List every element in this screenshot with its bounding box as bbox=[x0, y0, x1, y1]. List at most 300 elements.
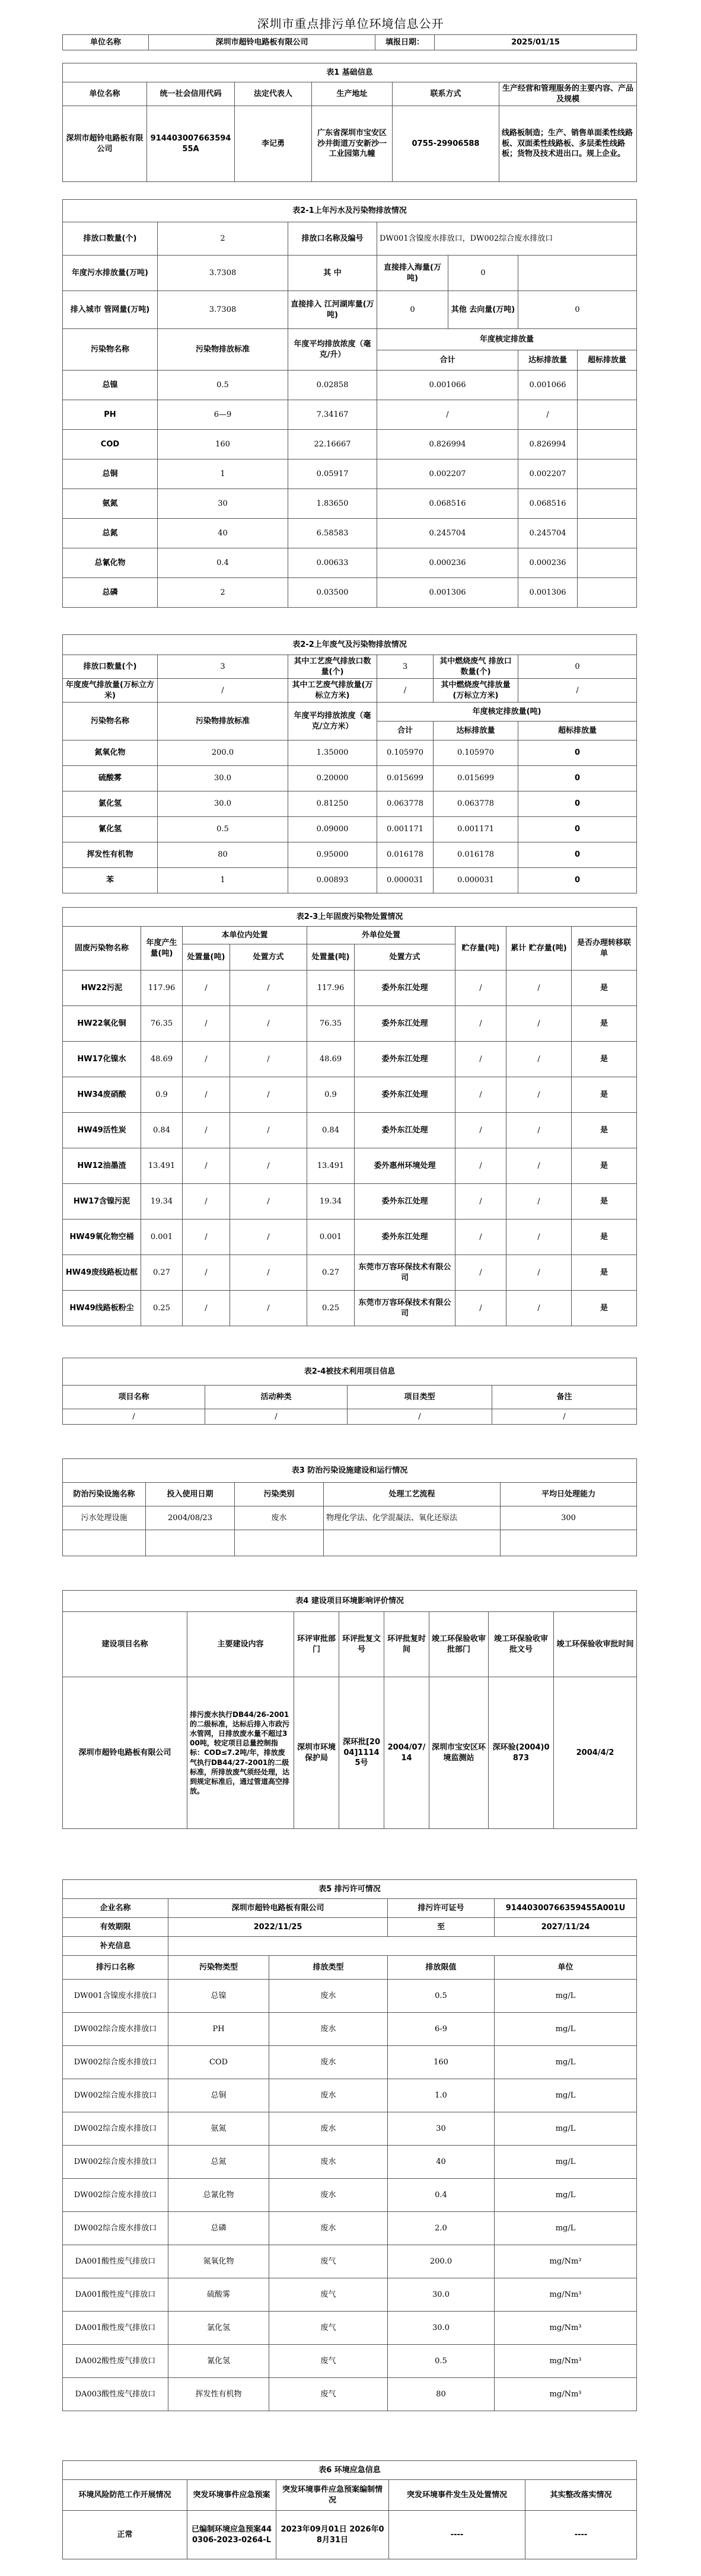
gas-cell: 苯 bbox=[63, 868, 158, 893]
reuse-header: 备注 bbox=[492, 1386, 637, 1409]
waste-caption: 表2-3上年固废污染物处置情况 bbox=[63, 908, 637, 927]
emergency-cell: 正常 bbox=[63, 2511, 187, 2559]
water-label: 排放口名称及编号 bbox=[288, 222, 377, 256]
permit-header: 排放类型 bbox=[269, 1956, 388, 1980]
water-cell: 6.58583 bbox=[288, 519, 377, 548]
permit-cell: mg/L bbox=[495, 2046, 637, 2079]
eia-caption: 表4 建设项目环境影响评价情况 bbox=[63, 1591, 637, 1612]
waste-cell: / bbox=[455, 1184, 506, 1220]
waste-cell: 是 bbox=[572, 1255, 637, 1291]
eia-header: 环评批复时间 bbox=[384, 1612, 429, 1677]
facility-cell bbox=[146, 1530, 235, 1556]
waste-cell: 是 bbox=[572, 1006, 637, 1042]
water-cell bbox=[578, 430, 637, 459]
solid-waste-table bbox=[62, 907, 637, 1326]
waste-cell: 117.96 bbox=[307, 971, 355, 1006]
permit-cell: 200.0 bbox=[388, 2245, 495, 2278]
water-cell: 7.34167 bbox=[288, 400, 377, 430]
water-value bbox=[518, 256, 637, 291]
waste-row bbox=[63, 1077, 637, 1113]
permit-row bbox=[63, 2312, 637, 2345]
water-cell bbox=[578, 371, 637, 400]
waste-row bbox=[63, 971, 637, 1006]
gas-row bbox=[63, 868, 637, 893]
water-header: 污染物名称 bbox=[63, 329, 158, 371]
permit-cell: PH bbox=[168, 2013, 269, 2046]
waste-cell: / bbox=[230, 1291, 307, 1326]
emergency-cell: 已编制环境应急预案440306-2023-0264-L bbox=[187, 2511, 276, 2559]
waste-cell: 19.34 bbox=[307, 1184, 355, 1220]
permit-cell: 废气 bbox=[269, 2312, 388, 2345]
gas-cell: 0.063778 bbox=[377, 791, 434, 817]
basic-cell: 0755-29906588 bbox=[393, 106, 499, 182]
waste-cell: / bbox=[455, 971, 506, 1006]
gas-cell: 200.0 bbox=[158, 740, 288, 766]
water-label: 直接排入海量(万吨) bbox=[377, 256, 448, 291]
permit-row bbox=[63, 2378, 637, 2411]
emergency-caption: 表6 环境应急信息 bbox=[63, 2461, 637, 2480]
waste-header: 贮存量(吨) bbox=[455, 927, 506, 971]
facility-header: 防治污染设施名称 bbox=[63, 1483, 146, 1506]
waste-cell: HW34废硝酸 bbox=[63, 1077, 141, 1113]
water-cell: 0.002207 bbox=[377, 459, 518, 489]
water-cell: 总磷 bbox=[63, 578, 158, 608]
gas-cell: 0.000031 bbox=[434, 868, 518, 893]
water-row bbox=[63, 430, 637, 459]
gas-header: 污染物名称 bbox=[63, 703, 158, 740]
water-cell bbox=[578, 400, 637, 430]
permit-cell: mg/Nm³ bbox=[495, 2245, 637, 2278]
waste-cell: / bbox=[455, 1148, 506, 1184]
water-label: 其 中 bbox=[288, 256, 377, 291]
permit-cell: mg/Nm³ bbox=[495, 2312, 637, 2345]
water-cell: 总铜 bbox=[63, 459, 158, 489]
eia-header: 环评审批部门 bbox=[294, 1612, 339, 1677]
waste-header: 是否办理转移联单 bbox=[572, 927, 637, 971]
water-cell: 0.001306 bbox=[518, 578, 578, 608]
eia-cell: 2004/4/2 bbox=[554, 1677, 637, 1829]
reuse-header: 项目类型 bbox=[348, 1386, 492, 1409]
gas-cell: 0 bbox=[518, 766, 637, 791]
permit-value: 深圳市超铃电路板有限公司 bbox=[168, 1899, 388, 1918]
water-cell: 0.000236 bbox=[377, 548, 518, 578]
permit-cell: 废水 bbox=[269, 2046, 388, 2079]
gas-cell: 氮氧化物 bbox=[63, 740, 158, 766]
permit-cell: 废水 bbox=[269, 2179, 388, 2212]
water-value: 3.7308 bbox=[158, 256, 288, 291]
waste-header: 外单位处置 bbox=[307, 927, 455, 944]
water-cell: 总氮 bbox=[63, 519, 158, 548]
gas-cell: 1 bbox=[158, 868, 288, 893]
emergency-header: 突发环境事件应急预案 bbox=[187, 2480, 276, 2511]
waste-cell: 48.69 bbox=[307, 1042, 355, 1077]
waste-cell: / bbox=[455, 1255, 506, 1291]
gas-cell: 0 bbox=[518, 842, 637, 868]
water-row bbox=[63, 400, 637, 430]
basic-cell: 线路板制造；生产、销售单面柔性线路板、双面柔性线路板、多层柔性线路板；货物及技术进出口。规上企业。 bbox=[499, 106, 637, 182]
waste-row bbox=[63, 1148, 637, 1184]
gas-value: / bbox=[377, 679, 434, 703]
gas-cell: 80 bbox=[158, 842, 288, 868]
facility-cell: 物理化学法、化学混凝法、氧化还原法 bbox=[324, 1506, 501, 1530]
facility-cell bbox=[63, 1530, 146, 1556]
gas-value: / bbox=[158, 679, 288, 703]
waste-cell: 东莞市万容环保技术有限公司 bbox=[355, 1291, 455, 1326]
waste-cell: / bbox=[506, 1291, 572, 1326]
waste-header: 处置量(吨) bbox=[183, 944, 230, 971]
reuse-table bbox=[62, 1358, 637, 1425]
eia-header: 竣工环保验收审批时间 bbox=[554, 1612, 637, 1677]
permit-cell: DW002综合废水排放口 bbox=[63, 2112, 168, 2146]
facility-cell bbox=[324, 1530, 501, 1556]
waste-cell: 0.84 bbox=[141, 1113, 183, 1148]
water-cell: 0.068516 bbox=[518, 489, 578, 519]
waste-cell: 委外东江处理 bbox=[355, 1113, 455, 1148]
water-caption: 表2-1上年污水及污染物排放情况 bbox=[63, 200, 637, 222]
permit-cell: 氮氧化物 bbox=[168, 2245, 269, 2278]
waste-cell: 是 bbox=[572, 1184, 637, 1220]
water-cell: 0.001306 bbox=[377, 578, 518, 608]
water-cell bbox=[578, 519, 637, 548]
permit-cell: DW002综合废水排放口 bbox=[63, 2179, 168, 2212]
waste-row bbox=[63, 1255, 637, 1291]
gas-cell: 0.5 bbox=[158, 817, 288, 842]
permit-row bbox=[63, 2179, 637, 2212]
waste-cell: / bbox=[506, 1148, 572, 1184]
facility-cell: 污水处理设施 bbox=[63, 1506, 146, 1530]
permit-cell: 总磷 bbox=[168, 2212, 269, 2245]
eia-header: 建设项目名称 bbox=[63, 1612, 187, 1677]
emergency-header: 突发环境事件发生及处置情况 bbox=[389, 2480, 525, 2511]
waste-header: 固废污染物名称 bbox=[63, 927, 141, 971]
waste-cell: / bbox=[230, 1006, 307, 1042]
emergency-header: 环境风险防范工作开展情况 bbox=[63, 2480, 187, 2511]
waste-cell: 委外东江处理 bbox=[355, 1220, 455, 1255]
waste-cell: 0.27 bbox=[141, 1255, 183, 1291]
water-header: 超标排放量 bbox=[578, 350, 637, 371]
waste-cell: 0.25 bbox=[307, 1291, 355, 1326]
gas-cell: 0 bbox=[518, 868, 637, 893]
permit-cell: 氯化氢 bbox=[168, 2312, 269, 2345]
gas-cell: 0.016178 bbox=[377, 842, 434, 868]
water-header: 污染物排放标准 bbox=[158, 329, 288, 371]
reuse-cell: / bbox=[205, 1409, 348, 1425]
waste-cell: 委外东江处理 bbox=[355, 971, 455, 1006]
basic-cell: 914403007663594 55A bbox=[147, 106, 235, 182]
waste-header: 累计 贮存量(吨) bbox=[506, 927, 572, 971]
waste-cell: / bbox=[455, 1113, 506, 1148]
waste-header: 处置方式 bbox=[230, 944, 307, 971]
waste-cell: HW22氧化铜 bbox=[63, 1006, 141, 1042]
permit-cell: 挥发性有机物 bbox=[168, 2378, 269, 2411]
waste-row bbox=[63, 1220, 637, 1255]
gas-header: 达标排放量 bbox=[434, 722, 518, 740]
water-row bbox=[63, 519, 637, 548]
gas-label: 其中工艺废气排放量(万标立方米) bbox=[288, 679, 377, 703]
waste-cell: / bbox=[183, 1113, 230, 1148]
permit-cell: mg/L bbox=[495, 2146, 637, 2179]
waste-cell: / bbox=[230, 1255, 307, 1291]
facility-header: 处理工艺流程 bbox=[324, 1483, 501, 1506]
permit-cell: DW001含镍废水排放口 bbox=[63, 1980, 168, 2013]
permit-cell: 总铜 bbox=[168, 2079, 269, 2112]
gas-cell: 0.09000 bbox=[288, 817, 377, 842]
page-title: 深圳市重点排污单位环境信息公开 bbox=[257, 17, 444, 31]
gas-cell: 氰化氢 bbox=[63, 817, 158, 842]
water-cell bbox=[578, 548, 637, 578]
gas-header: 年度平均排放浓度（毫克/立方米） bbox=[288, 703, 377, 740]
waste-cell: 是 bbox=[572, 1077, 637, 1113]
water-cell: 0.05917 bbox=[288, 459, 377, 489]
waste-cell: / bbox=[183, 1220, 230, 1255]
water-cell: 0.245704 bbox=[518, 519, 578, 548]
waste-row bbox=[63, 1006, 637, 1042]
gas-row bbox=[63, 740, 637, 766]
water-cell: 氨氮 bbox=[63, 489, 158, 519]
waste-cell: 委外东江处理 bbox=[355, 1184, 455, 1220]
waste-cell: / bbox=[183, 1077, 230, 1113]
waste-cell: / bbox=[230, 971, 307, 1006]
water-cell: 0.5 bbox=[158, 371, 288, 400]
gas-cell: 挥发性有机物 bbox=[63, 842, 158, 868]
permit-cell: DW002综合废水排放口 bbox=[63, 2079, 168, 2112]
water-cell: 40 bbox=[158, 519, 288, 548]
waste-cell: / bbox=[455, 1042, 506, 1077]
gas-value: 3 bbox=[158, 655, 288, 679]
waste-cell: / bbox=[183, 1148, 230, 1184]
permit-header: 排放限值 bbox=[388, 1956, 495, 1980]
facility-caption: 表3 防治污染设施建设和运行情况 bbox=[63, 1459, 637, 1483]
permit-cell: 氨氮 bbox=[168, 2112, 269, 2146]
eia-cell: 深圳市宝安区环境监测站 bbox=[429, 1677, 489, 1829]
gas-row bbox=[63, 791, 637, 817]
waste-cell: HW49氧化物空桶 bbox=[63, 1220, 141, 1255]
permit-cell: COD bbox=[168, 2046, 269, 2079]
water-label: 直接排入 江河湖库量(万吨) bbox=[288, 291, 377, 329]
water-cell: PH bbox=[63, 400, 158, 430]
waste-header: 本单位内处置 bbox=[183, 927, 307, 944]
water-cell: 总氰化物 bbox=[63, 548, 158, 578]
water-row bbox=[63, 578, 637, 608]
basic-header: 联系方式 bbox=[393, 82, 499, 106]
waste-cell: 13.491 bbox=[307, 1148, 355, 1184]
gas-cell: 1.35000 bbox=[288, 740, 377, 766]
waste-cell: / bbox=[455, 1077, 506, 1113]
water-cell: 0.001066 bbox=[377, 371, 518, 400]
waste-cell: / bbox=[506, 1184, 572, 1220]
gas-cell: 0.105970 bbox=[377, 740, 434, 766]
waste-cell: 委外东江处理 bbox=[355, 1006, 455, 1042]
waste-row bbox=[63, 1184, 637, 1220]
permit-label: 至 bbox=[388, 1918, 495, 1937]
water-cell: 0.245704 bbox=[377, 519, 518, 548]
basic-header: 统一社会信用代码 bbox=[147, 82, 235, 106]
permit-label: 企业名称 bbox=[63, 1899, 168, 1918]
water-cell: 0.002207 bbox=[518, 459, 578, 489]
waste-cell: / bbox=[506, 1077, 572, 1113]
waste-cell: / bbox=[183, 1006, 230, 1042]
report-date: 2025/01/15 bbox=[435, 35, 637, 50]
water-row bbox=[63, 548, 637, 578]
waste-cell: 是 bbox=[572, 1220, 637, 1255]
permit-label: 排污许可证号 bbox=[388, 1899, 495, 1918]
waste-cell: / bbox=[506, 1220, 572, 1255]
gas-cell: 0.00893 bbox=[288, 868, 377, 893]
emergency-cell: ---- bbox=[389, 2511, 525, 2559]
permit-cell: DA001酸性废气排放口 bbox=[63, 2245, 168, 2278]
waste-cell: / bbox=[183, 1291, 230, 1326]
permit-cell: 废水 bbox=[269, 2146, 388, 2179]
waste-cell: / bbox=[230, 1077, 307, 1113]
permit-cell: mg/Nm³ bbox=[495, 2378, 637, 2411]
waste-cell: 是 bbox=[572, 1291, 637, 1326]
waste-cell: 19.34 bbox=[141, 1184, 183, 1220]
gas-cell: 0.105970 bbox=[434, 740, 518, 766]
water-cell: / bbox=[518, 400, 578, 430]
waste-cell: 0.25 bbox=[141, 1291, 183, 1326]
permit-cell: 总镍 bbox=[168, 1980, 269, 2013]
gas-value: 3 bbox=[377, 655, 434, 679]
water-cell: 总镍 bbox=[63, 371, 158, 400]
water-value: 2 bbox=[158, 222, 288, 256]
waste-cell: / bbox=[183, 971, 230, 1006]
permit-cell: mg/L bbox=[495, 2212, 637, 2245]
permit-value: 91440300766359455A001U bbox=[495, 1899, 637, 1918]
waste-cell: / bbox=[506, 1006, 572, 1042]
waste-cell: / bbox=[455, 1220, 506, 1255]
permit-row bbox=[63, 2245, 637, 2278]
waste-cell: / bbox=[183, 1042, 230, 1077]
eia-cell: 排污废水执行DB44/26-2001的二级标准，达标后排入市政污水管网，日排放废水量不超过300吨，较定项目总量控制指标：COD≤7.2吨/年，排放废气执行DB44/27-2001的二级标准，所排放废气须经处理，达到规定标准后，通过管道高空排放。 bbox=[187, 1677, 294, 1829]
reuse-caption: 表2-4被技术利用项目信息 bbox=[63, 1358, 637, 1386]
permit-caption: 表5 排污许可情况 bbox=[63, 1880, 637, 1899]
permit-row bbox=[63, 2345, 637, 2378]
basic-header: 法定代表人 bbox=[235, 82, 312, 106]
gas-cell: 0.001171 bbox=[377, 817, 434, 842]
eia-table bbox=[62, 1590, 637, 1829]
permit-row bbox=[63, 1980, 637, 2013]
gas-header: 超标排放量 bbox=[518, 722, 637, 740]
water-cell: 30 bbox=[158, 489, 288, 519]
reuse-cell: / bbox=[492, 1409, 637, 1425]
permit-cell: mg/Nm³ bbox=[495, 2278, 637, 2312]
waste-cell: 0.9 bbox=[141, 1077, 183, 1113]
permit-cell: 废水 bbox=[269, 2079, 388, 2112]
gas-cell: 氯化氢 bbox=[63, 791, 158, 817]
gas-cell: 0 bbox=[518, 817, 637, 842]
gas-value: 0 bbox=[518, 655, 637, 679]
waste-cell: HW12油墨渣 bbox=[63, 1148, 141, 1184]
permit-value: 2027/11/24 bbox=[495, 1918, 637, 1937]
waste-cell: 0.9 bbox=[307, 1077, 355, 1113]
water-cell: 0.03500 bbox=[288, 578, 377, 608]
exhaust-gas-table bbox=[62, 634, 637, 893]
water-label: 其他 去向量(万吨) bbox=[448, 291, 518, 329]
water-header: 年度核定排放量 bbox=[377, 329, 637, 350]
permit-cell: 80 bbox=[388, 2378, 495, 2411]
facility-cell bbox=[501, 1530, 637, 1556]
eia-header: 主要建设内容 bbox=[187, 1612, 294, 1677]
gas-cell: 硫酸雾 bbox=[63, 766, 158, 791]
gas-header: 污染物排放标准 bbox=[158, 703, 288, 740]
gas-cell: 0.015699 bbox=[377, 766, 434, 791]
water-cell: COD bbox=[63, 430, 158, 459]
permit-row bbox=[63, 2278, 637, 2312]
basic-cell: 深圳市超铃电路板有限公司 bbox=[63, 106, 147, 182]
gas-label: 其中燃烧废气 排放口数量(个) bbox=[434, 655, 518, 679]
emergency-header: 突发环境事件应急预案编制情况 bbox=[276, 2480, 389, 2511]
waste-cell: 0.001 bbox=[307, 1220, 355, 1255]
permit-cell: DA002酸性废气排放口 bbox=[63, 2345, 168, 2378]
permit-row bbox=[63, 2079, 637, 2112]
eia-header: 竣工环保验收审批文号 bbox=[489, 1612, 554, 1677]
water-cell bbox=[578, 459, 637, 489]
facility-cell: 2004/08/23 bbox=[146, 1506, 235, 1530]
waste-header: 年度产生量(吨) bbox=[141, 927, 183, 971]
facility-cell bbox=[235, 1530, 324, 1556]
water-cell bbox=[578, 489, 637, 519]
water-cell: 0.000236 bbox=[518, 548, 578, 578]
date-label: 填报日期： bbox=[375, 35, 435, 50]
permit-cell: 废水 bbox=[269, 2212, 388, 2245]
permit-cell: DA001酸性废气排放口 bbox=[63, 2312, 168, 2345]
water-row bbox=[63, 489, 637, 519]
facility-cell: 300 bbox=[501, 1506, 637, 1530]
gas-cell: 30.0 bbox=[158, 766, 288, 791]
waste-cell: 东莞市万容环保技术有限公司 bbox=[355, 1255, 455, 1291]
emergency-cell: 2023年09月01日 2026年08月31日 bbox=[276, 2511, 389, 2559]
permit-cell: 废气 bbox=[269, 2378, 388, 2411]
permit-cell: 0.4 bbox=[388, 2179, 495, 2212]
permit-cell: 30.0 bbox=[388, 2278, 495, 2312]
waste-cell: HW17化镍水 bbox=[63, 1042, 141, 1077]
waste-row bbox=[63, 1291, 637, 1326]
waste-cell: 76.35 bbox=[141, 1006, 183, 1042]
gas-label: 排放口数量(个) bbox=[63, 655, 158, 679]
facility-cell: 废水 bbox=[235, 1506, 324, 1530]
permit-cell: mg/Nm³ bbox=[495, 2345, 637, 2378]
water-label: 年度污水排放量(万吨) bbox=[63, 256, 158, 291]
waste-cell: HW49线路板粉尘 bbox=[63, 1291, 141, 1326]
permit-cell: 0.5 bbox=[388, 1980, 495, 2013]
permit-cell: 160 bbox=[388, 2046, 495, 2079]
waste-cell: HW22污泥 bbox=[63, 971, 141, 1006]
gas-cell: 0.063778 bbox=[434, 791, 518, 817]
gas-row bbox=[63, 766, 637, 791]
waste-cell: 是 bbox=[572, 971, 637, 1006]
permit-row bbox=[63, 2013, 637, 2046]
water-cell: 1.83650 bbox=[288, 489, 377, 519]
waste-cell: / bbox=[506, 1042, 572, 1077]
water-cell: 0.4 bbox=[158, 548, 288, 578]
permit-table bbox=[62, 1879, 637, 2411]
waste-header: 处置量(吨) bbox=[307, 944, 355, 971]
permit-cell: 废水 bbox=[269, 2013, 388, 2046]
gas-cell: 0.000031 bbox=[377, 868, 434, 893]
gas-cell: 0.20000 bbox=[288, 766, 377, 791]
permit-cell: mg/L bbox=[495, 2179, 637, 2212]
basic-header: 生产地址 bbox=[312, 82, 393, 106]
waste-cell: / bbox=[455, 1291, 506, 1326]
basic-header: 单位名称 bbox=[63, 82, 147, 106]
reuse-header: 项目名称 bbox=[63, 1386, 205, 1409]
water-cell: 2 bbox=[158, 578, 288, 608]
basic-info-table bbox=[62, 63, 637, 182]
waste-cell: / bbox=[506, 971, 572, 1006]
eia-cell: 2004/07/14 bbox=[384, 1677, 429, 1829]
permit-row bbox=[63, 2146, 637, 2179]
waste-cell: 是 bbox=[572, 1148, 637, 1184]
